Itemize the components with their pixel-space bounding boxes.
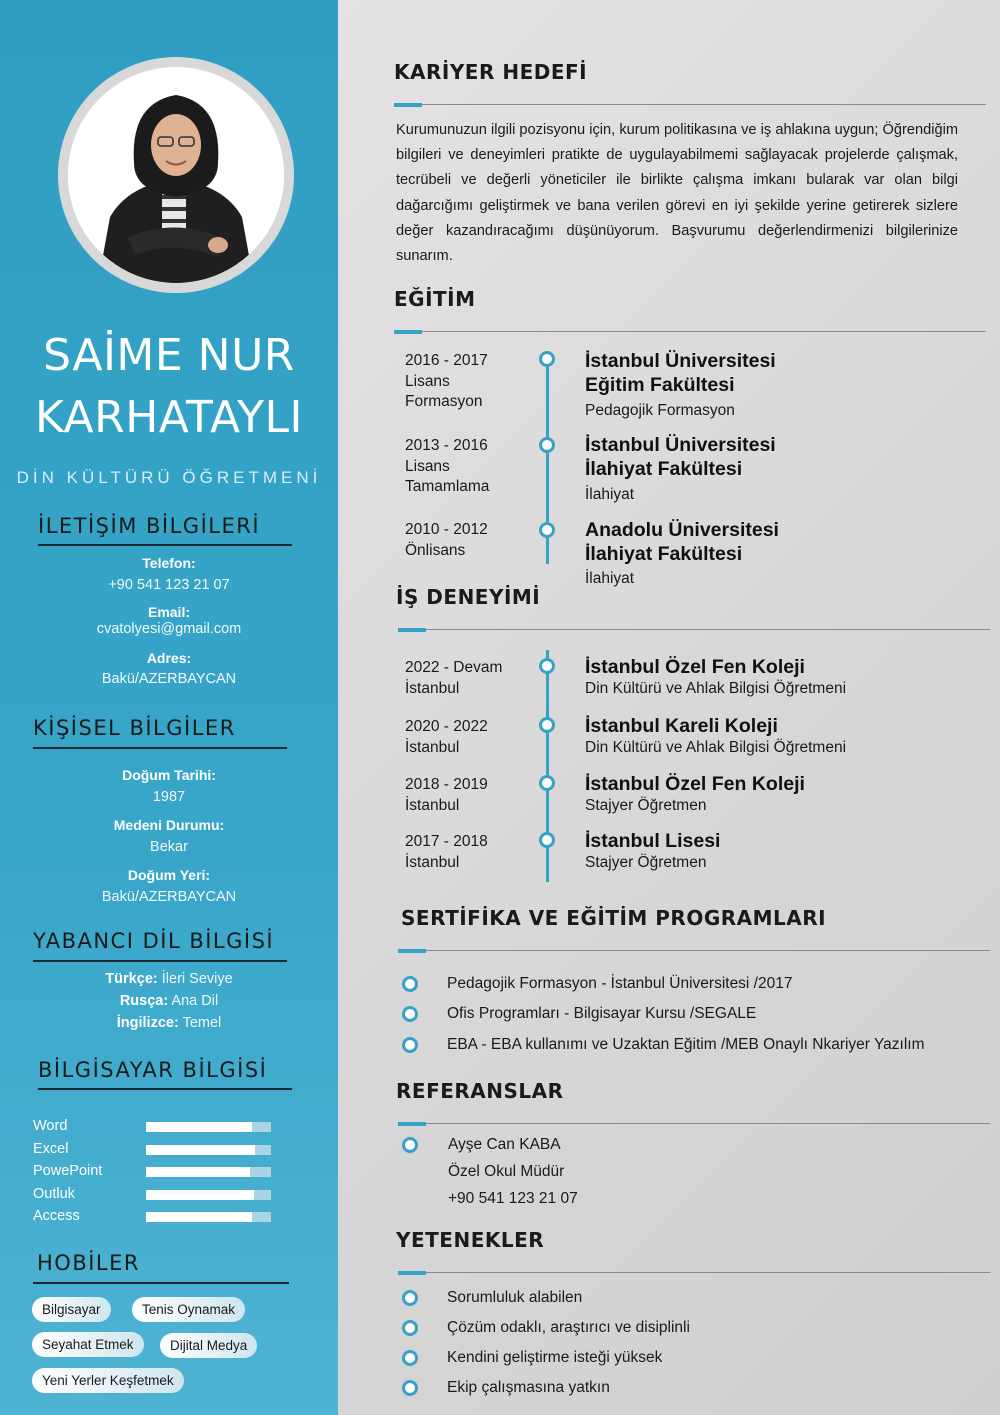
education-field: İlahiyat	[585, 486, 635, 503]
skills-accent	[398, 1271, 426, 1275]
timeline-dot	[539, 717, 555, 733]
birthplace-value: Bakü/AZERBAYCAN	[101, 889, 237, 905]
education-accent	[394, 330, 422, 334]
education-field: İlahiyat	[585, 570, 635, 587]
timeline-dot	[539, 522, 555, 538]
job-title: DİN KÜLTÜRÜ ÖĞRETMENİ	[16, 468, 322, 487]
hobby-tag: Tenis Oynamak	[132, 1297, 245, 1322]
bullet-dot	[402, 1006, 418, 1022]
reference-position: Özel Okul Müdür	[448, 1163, 565, 1180]
address-label: Adres:	[146, 650, 192, 666]
education-date: 2013 - 2016 Lisans Tamamlama	[405, 437, 490, 495]
computer-heading: BİLGİSAYAR BİLGİSİ	[38, 1058, 268, 1082]
experience-company: İstanbul Lisesi	[585, 830, 721, 852]
computer-divider	[38, 1088, 292, 1090]
reference-phone: +90 541 123 21 07	[448, 1190, 578, 1207]
education-institution: İstanbul Üniversitesi İlahiyat Fakültesi	[585, 434, 776, 480]
experience-date: 2020 - 2022 İstanbul	[405, 718, 488, 756]
computer-skill-row	[33, 1208, 293, 1224]
hobbies-divider	[33, 1282, 289, 1284]
objective-accent	[394, 103, 422, 107]
computer-skill-row	[33, 1186, 293, 1202]
computer-skill-row	[33, 1141, 293, 1157]
education-heading: EĞİTİM	[394, 287, 476, 311]
hobby-tag: Bilgisayar	[32, 1297, 111, 1322]
computer-skill-name: PowePoint	[33, 1163, 103, 1179]
timeline-dot	[539, 775, 555, 791]
address-value: Bakü/AZERBAYCAN	[101, 671, 237, 687]
contact-divider	[38, 544, 292, 546]
objective-divider	[394, 104, 986, 105]
experience-role: Din Kültürü ve Ahlak Bilgisi Öğretmeni	[585, 680, 847, 697]
education-divider	[394, 331, 986, 332]
experience-company: İstanbul Kareli Koleji	[585, 715, 778, 737]
languages-heading: YABANCI DİL BİLGİSİ	[33, 929, 275, 953]
computer-skill-name: Excel	[33, 1140, 69, 1157]
computer-skill-bar-fill	[146, 1212, 252, 1222]
references-heading: REFERANSLAR	[396, 1079, 564, 1103]
skills-heading: YETENEKLER	[396, 1228, 545, 1252]
birth-label: Doğum Tarihi:	[122, 767, 216, 783]
computer-skill-bar	[146, 1145, 271, 1155]
language-item: Rusça: Ana Dil	[119, 993, 219, 1009]
experience-divider	[398, 629, 990, 630]
computer-skill-bar	[146, 1190, 271, 1200]
experience-company: İstanbul Özel Fen Koleji	[585, 773, 805, 795]
email-value: cvatolyesi@gmail.com	[96, 621, 242, 637]
education-institution: Anadolu Üniversitesi İlahiyat Fakültesi	[585, 519, 779, 565]
birthplace-label: Doğum Yeri:	[127, 867, 211, 883]
experience-accent	[398, 628, 426, 632]
bullet-dot	[402, 1137, 418, 1153]
profile-photo-frame	[58, 57, 294, 293]
computer-skill-row	[33, 1118, 293, 1134]
marital-label: Medeni Durumu:	[113, 817, 225, 833]
timeline-dot	[539, 832, 555, 848]
main-content	[338, 0, 1000, 1415]
marital-value: Bekar	[150, 839, 188, 855]
experience-company: İstanbul Özel Fen Koleji	[585, 656, 805, 678]
hobby-tag: Yeni Yerler Keşfetmek	[32, 1368, 184, 1393]
hobby-tag: Seyahat Etmek	[32, 1332, 144, 1357]
experience-heading: İŞ DENEYİMİ	[396, 585, 541, 609]
references-accent	[398, 1122, 426, 1126]
education-date: 2010 - 2012 Önlisans	[405, 521, 488, 559]
experience-role: Stajyer Öğretmen	[585, 854, 707, 871]
skill-item: Ekip çalışmasına yatkın	[447, 1379, 610, 1396]
objective-text: Kurumunuzun ilgili pozisyonu için, kurum politikasına ve iş ahlakına uygun; Öğrendiğim bilgileri ve deneyimleri pratikte de uygulayabilmemi sağlayacak projelerde çalışmak, tecrübeli ve değerli yöneticiler ile birlikte çalışma imkanı bularak var olan bilgi dağarcığımı geliştirmek ve bana verilen görevi en iyi şekilde yerine getirerek sizlere değer kazandıracağımı düşünüyorum. Başvurumu değerlendirmenizi bilgilerinize sunarım.	[396, 122, 958, 265]
hobbies-heading: HOBİLER	[37, 1251, 140, 1275]
computer-skill-bar-fill	[146, 1167, 250, 1177]
certificates-heading: SERTİFİKA VE EĞİTİM PROGRAMLARI	[401, 906, 827, 930]
language-item: İngilizce: Temel	[116, 1015, 222, 1031]
experience-role: Stajyer Öğretmen	[585, 797, 707, 814]
name-line-2: KARHATAYLI	[34, 392, 304, 443]
skill-item: Çözüm odaklı, araştırıcı ve disiplinli	[447, 1319, 690, 1336]
bullet-dot	[402, 976, 418, 992]
birth-value: 1987	[152, 789, 186, 805]
experience-date: 2018 - 2019 İstanbul	[405, 776, 488, 814]
education-date: 2016 - 2017 Lisans Formasyon	[405, 352, 488, 410]
certificate-item: Ofis Programları - Bilgisayar Kursu /SEGALE	[447, 1005, 757, 1022]
certificates-divider	[398, 950, 990, 951]
computer-skill-bar-fill	[146, 1122, 252, 1132]
computer-skill-bar-fill	[146, 1145, 255, 1155]
computer-skill-bar	[146, 1212, 271, 1222]
timeline-dot	[539, 351, 555, 367]
computer-skill-name: Access	[33, 1208, 80, 1224]
references-divider	[398, 1123, 990, 1124]
computer-skill-row	[33, 1163, 293, 1179]
reference-name: Ayşe Can KABA	[448, 1136, 561, 1153]
sidebar	[0, 0, 338, 1415]
experience-role: Din Kültürü ve Ahlak Bilgisi Öğretmeni	[585, 739, 847, 756]
education-institution: İstanbul Üniversitesi Eğitim Fakültesi	[585, 350, 776, 396]
email-label: Email:	[147, 604, 190, 620]
experience-date: 2017 - 2018 İstanbul	[405, 833, 488, 871]
contact-heading: İLETİŞİM BİLGİLERİ	[38, 514, 261, 538]
personal-divider	[33, 747, 287, 749]
experience-date: 2022 - Devam İstanbul	[405, 659, 503, 697]
computer-skill-bar	[146, 1167, 271, 1177]
computer-skill-bar	[146, 1122, 271, 1132]
phone-label: Telefon:	[142, 555, 196, 571]
bullet-dot	[402, 1320, 418, 1336]
skill-item: Sorumluluk alabilen	[447, 1289, 583, 1306]
bullet-dot	[402, 1380, 418, 1396]
certificate-item: Pedagojik Formasyon - İstanbul Üniversitesi /2017	[447, 975, 793, 992]
personal-heading: KİŞİSEL BİLGİLER	[33, 716, 236, 740]
name-line-1: SAİME NUR	[43, 330, 295, 381]
timeline-dot	[539, 437, 555, 453]
certificates-accent	[398, 949, 426, 953]
computer-skill-name: Outluk	[33, 1185, 75, 1202]
certificate-item: EBA - EBA kullanımı ve Uzaktan Eğitim /MEB Onaylı Nkariyer Yazılım	[447, 1036, 925, 1053]
languages-divider	[33, 960, 287, 962]
hobby-tag: Dijital Medya	[160, 1333, 257, 1358]
skill-item: Kendini geliştirme isteği yüksek	[447, 1349, 663, 1366]
skills-divider	[398, 1272, 990, 1273]
objective-heading: KARİYER HEDEFİ	[394, 60, 588, 84]
computer-skill-bar-fill	[146, 1190, 254, 1200]
bullet-dot	[402, 1350, 418, 1366]
phone-value: +90 541 123 21 07	[108, 577, 230, 593]
education-field: Pedagojik Formasyon	[585, 402, 735, 419]
timeline-dot	[539, 658, 555, 674]
profile-photo	[68, 67, 284, 283]
person-portrait-icon	[68, 67, 284, 283]
computer-skill-name: Word	[33, 1118, 68, 1134]
bullet-dot	[402, 1290, 418, 1306]
bullet-dot	[402, 1037, 418, 1053]
language-item: Türkçe: İleri Seviye	[105, 971, 233, 987]
